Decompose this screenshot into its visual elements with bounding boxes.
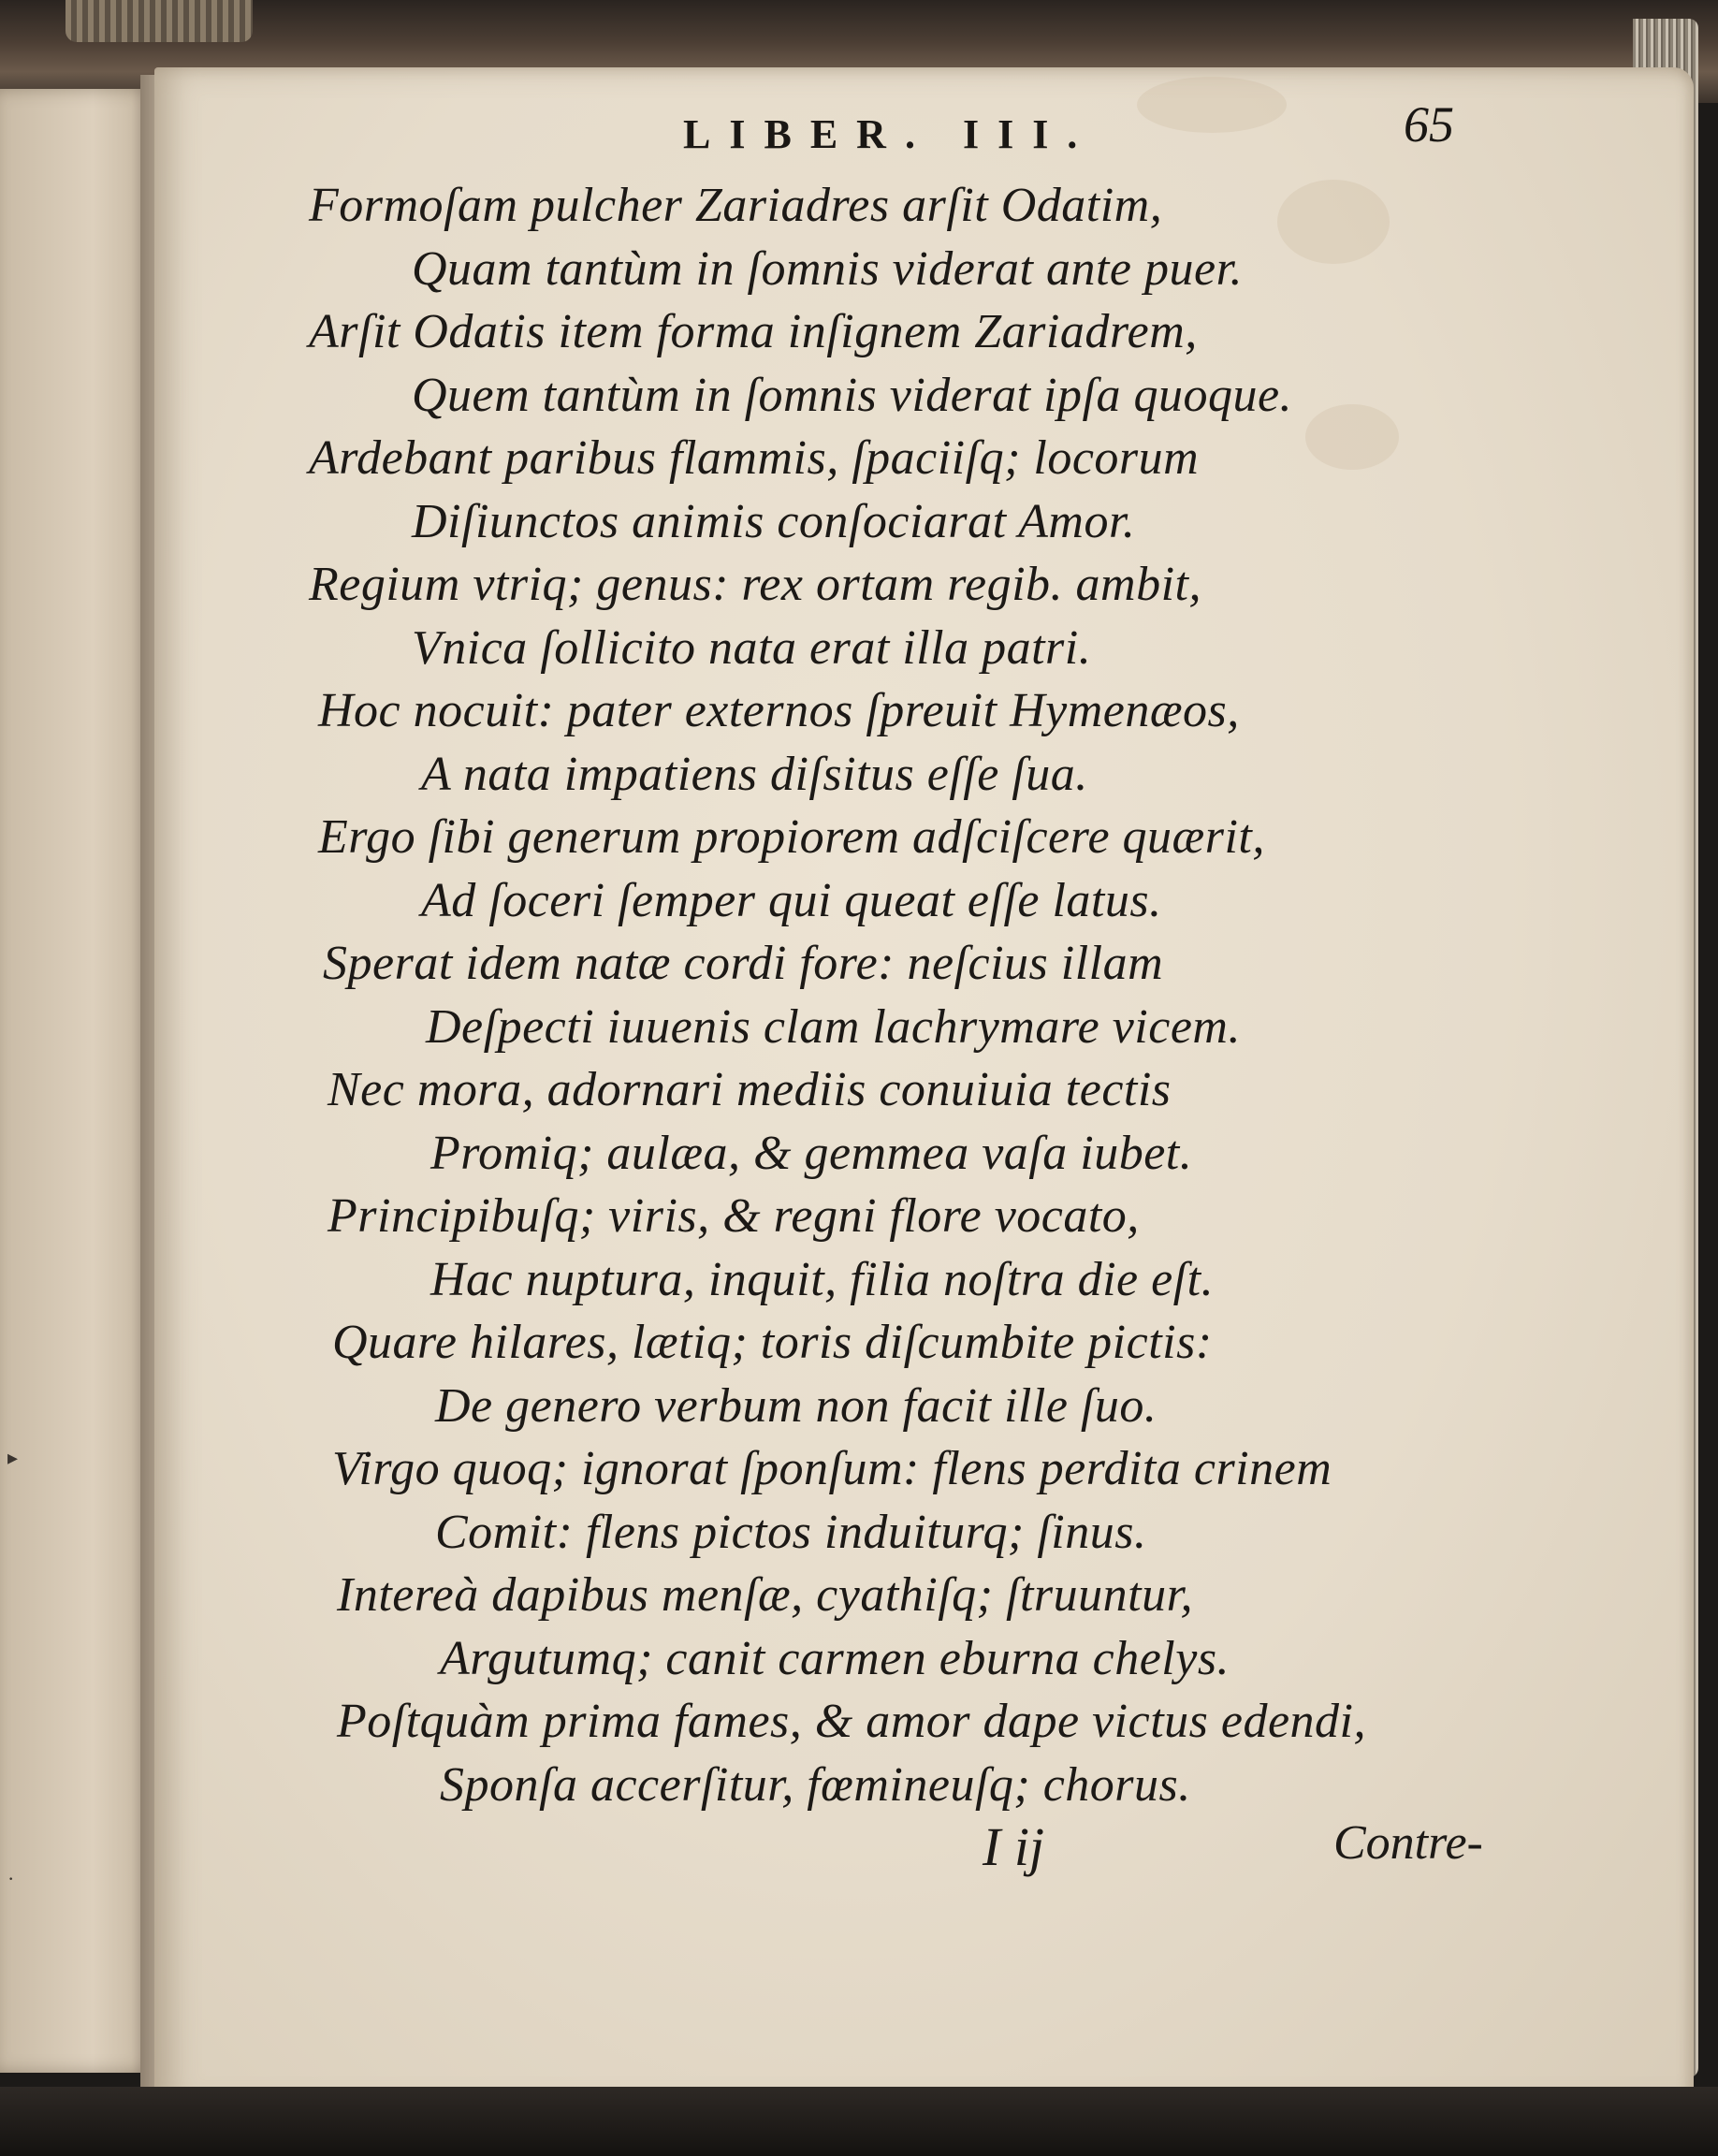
verse-line: Sponſa accerſitur, fœmineuſq; chorus. [440,1758,1191,1812]
verse-line: Ad ſoceri ſemper qui queat eſſe latus. [421,874,1162,927]
verse-line: Poſtquàm prima fames, & amor dape victus edendi, [337,1695,1366,1748]
verse-line: Ergo ſibi generum propiorem adſciſcere quærit, [318,810,1265,864]
verse-line: Hoc nocuit: pater externos ſpreuit Hymenæos, [318,684,1240,737]
verse-line: Vnica ſollicito nata erat illa patri. [412,621,1092,675]
verse-line: Hac nuptura, inquit, filia noſtra die eſt. [430,1253,1215,1306]
verse-line: Arſit Odatis item forma inſignem Zariadrem, [309,305,1198,358]
verse-line: Sperat idem natæ cordi fore: neſcius illam [323,937,1164,990]
left-page-mark: · [7,1867,15,1890]
paper-stain [1305,404,1399,470]
running-head: LIBER. III. [683,111,1097,157]
left-page-mark: ▸ [7,1446,19,1469]
verse-line: Diſiunctos animis conſociarat Amor. [412,495,1136,548]
paper-stain [1137,77,1287,133]
left-page [0,89,154,2073]
catchword: Contre- [1333,1816,1483,1870]
paper-stain [1277,180,1390,264]
verse-line: Regium vtriq; genus: rex ortam regib. ambit, [309,558,1201,611]
verse-line: Promiq; aulæa, & gemmea vaſa iubet. [430,1127,1193,1180]
verse-line: Comit: flens pictos induiturq; ſinus. [435,1506,1147,1559]
verse-line: Quare hilares, lætiq; toris diſcumbite pictis: [332,1316,1213,1369]
bottom-shadow [0,2087,1718,2156]
signature-mark: I ij [983,1816,1045,1877]
verse-line: Virgo quoq; ignorat ſponſum: flens perdita crinem [332,1442,1332,1495]
verse-line: Ardebant paribus flammis, ſpaciiſq; locorum [309,431,1200,485]
verse-line: Deſpecti iuuenis clam lachrymare vicem. [426,1000,1241,1054]
verse-line: Quam tantùm in ſomnis viderat ante puer. [412,242,1244,296]
verse-line: Principibuſq; viris, & regni flore vocato, [328,1189,1140,1243]
verse-line: Argutumq; canit carmen eburna chelys. [440,1632,1230,1685]
headband [66,0,253,42]
verse-line: De genero verbum non facit ille ſuo. [435,1379,1157,1433]
verse-line: A nata impatiens diſsitus eſſe ſua. [421,748,1088,801]
verse-line: Formoſam pulcher Zariadres arſit Odatim, [309,179,1163,232]
verse-line: Nec mora, adornari mediis conuiuia tectis [328,1063,1172,1116]
verse-line: Quem tantùm in ſomnis viderat ipſa quoque. [412,369,1293,422]
page-number: 65 [1404,96,1454,153]
verse-line: Intereà dapibus menſæ, cyathiſq; ſtruuntur, [337,1568,1194,1622]
